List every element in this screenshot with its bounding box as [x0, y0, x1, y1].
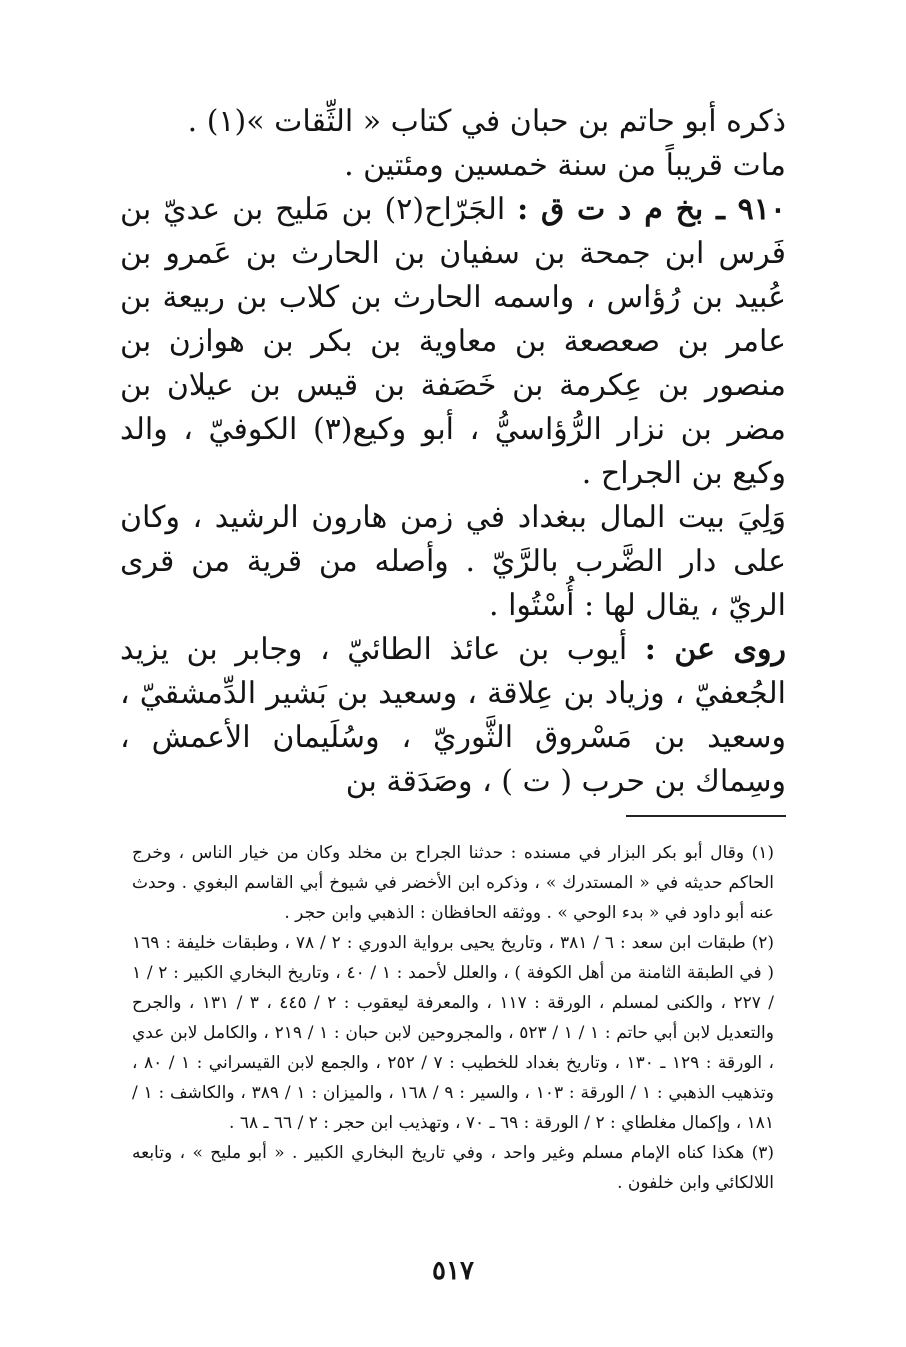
- main-text: [120, 100, 786, 804]
- intro-line-2: مات قريباً من سنة خمسين ومئتين .: [344, 148, 786, 183]
- narrators-paragraph: [120, 628, 786, 804]
- footnotes: [132, 838, 774, 1198]
- intro-line-1: ذكره أبو حاتم بن حبان في كتاب « الثِّقات »(١) .: [187, 104, 786, 139]
- entry-paragraph: [120, 188, 786, 496]
- entry-body: الجَرّاح(٢) بن مَليح بن عديّ بن فَرس ابن جمحة بن سفيان بن الحارث بن عَمرو بن عُبيد بن رُؤاس ، واسمه الحارث بن كلاب بن ربيعة بن عامر بن صعصعة بن معاوية بن بكر بن هوازن بن منصور بن عِكرمة بن خَصَفة بن قيس بن عيلان بن مضر بن نزار الرُّؤاسيُّ ، أبو وكيع(٣) الكوفيّ ، والد وكيع بن الجراح .: [120, 192, 787, 491]
- page-number: ٥١٧: [432, 1256, 474, 1286]
- footnote-separator: [626, 815, 786, 817]
- entry-heading: ٩١٠ ـ بخ م د ت ق :: [517, 192, 787, 227]
- footnote-3: (٣) هكذا كناه الإمام مسلم وغير واحد ، وفي تاريخ البخاري الكبير . « أبو مليح » ، وتابعه اللالكائي وابن خلفون .: [132, 1143, 774, 1193]
- footnote-2: (٢) طبقات ابن سعد : ٦ / ٣٨١ ، وتاريخ يحيى برواية الدوري : ٢ / ٧٨ ، وطبقات خليفة : ١٦٩ ( في الطبقة الثامنة من أهل الكوفة ) ، والعلل لأحمد : ١ / ٤٠ ، وتاريخ البخاري الكبير : ٢ / ١ / ٢٢٧ ، والكنى لمسلم ، الورقة : ١١٧ ، والمعرفة ليعقوب : ٢ / ٤٤٥ ، ٣ / ١٣١ ، والجرح والتعديل لابن أبي حاتم : ١ / ١ / ٥٢٣ ، والمجروحين لابن حبان : ١ / ٢١٩ ، والكامل لابن عدي ، الورقة : ١٢٩ ـ ١٣٠ ، وتاريخ بغداد للخطيب : ٧ / ٢٥٢ ، والجمع لابن القيسراني : ١ / ٨٠ ، وتذهيب الذهبي : ١ / الورقة : ١٠٣ ، والسير : ٩ / ١٦٨ ، والميزان : ١ / ٣٨٩ ، والكاشف : ١ / ١٨١ ، وإكمال مغلطاي : ٢ / الورقة : ٦٩ ـ ٧٠ ، وتهذيب ابن حجر : ٢ / ٦٦ ـ ٦٨ .: [132, 933, 775, 1133]
- biography-paragraph: وَلِيَ بيت المال ببغداد في زمن هارون الرشيد ، وكان على دار الضَّرب بالرَّيّ . وأصله من قرية من قرى الريّ ، يقال لها : أُسْتُوا .: [120, 500, 786, 623]
- footnote-1: (١) وقال أبو بكر البزار في مسنده : حدثنا الجراح بن مخلد وكان من خيار الناس ، وخرج الحاكم حديثه في « المستدرك » ، وذكره ابن الأخضر في شيوخ أبي القاسم البغوي . وحدث عنه أبو داود في « بدء الوحي » . ووثقه الحافظان : الذهبي وابن حجر .: [132, 843, 774, 923]
- narrated-from-label: روى عن :: [644, 632, 787, 667]
- narrated-from-text: أيوب بن عائذ الطائيّ ، وجابر بن يزيد الجُعفيّ ، وزياد بن عِلاقة ، وسعيد بن بَشير الدِّمشقيّ ، وسعيد بن مَسْروق الثَّوريّ ، وسُلَيمان الأعمش ، وسِماك بن حرب ( ت ) ، وصَدَقة بن: [120, 632, 786, 799]
